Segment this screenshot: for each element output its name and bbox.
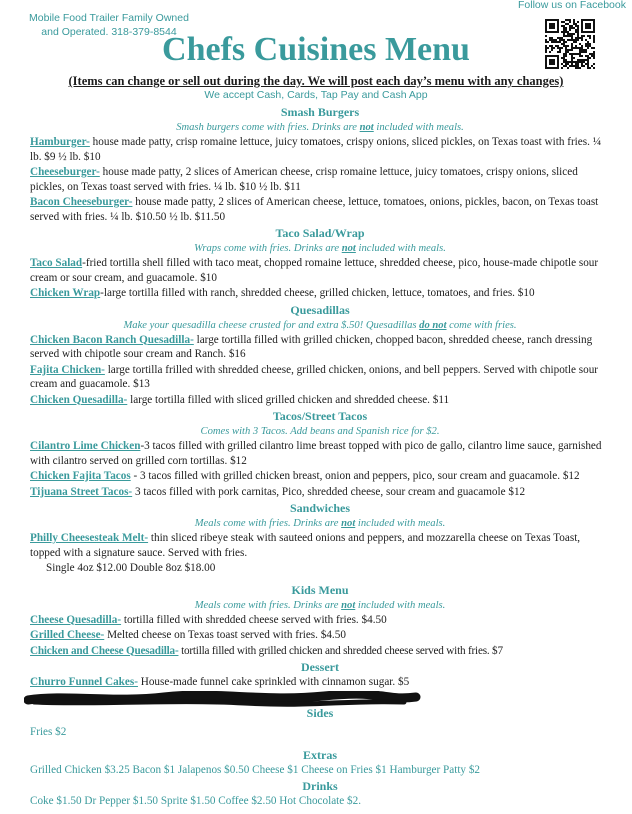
extras-list: Grilled Chicken $3.25 Bacon $1 Jalapenos $0.50 Cheese $1 Cheese on Fries $1 Hamburger Patty $2 — [30, 764, 481, 776]
section-heading-dessert: Dessert — [301, 660, 339, 674]
item-desc: tortilla filled with grilled chicken and shredded cheese served with fries. $7 — [178, 644, 503, 657]
item-name[interactable]: Fajita Chicken- — [30, 363, 105, 376]
section-note-kids-menu: Meals come with fries. Drinks are not included with meals. — [194, 599, 446, 611]
menu-item-chicken-bacon-ranch-quesadilla — [30, 333, 610, 362]
menu-item-cheeseburger — [30, 165, 610, 194]
section-note-tacos: Comes with 3 Tacos. Add beans and Spanish rice for $2. — [200, 426, 440, 437]
sides-list: Fries $2 — [30, 725, 67, 738]
item-name[interactable]: Churro Funnel Cakes- — [30, 676, 138, 688]
item-desc: tortilla filled with shredded cheese served with fries. $4.50 — [121, 613, 387, 626]
menu-item-chicken-fajita-tacos — [30, 469, 610, 484]
section-heading-drinks: Drinks — [302, 778, 338, 793]
item-desc: house made patty, 2 slices of American cheese, lettuce, tomatoes, onions, pickles, bacon, on Texas toast served with fries. ¼ lb. $10.50 ½ lb. $11.50 — [30, 196, 599, 223]
menu-item-hamburger — [30, 135, 610, 164]
item-name[interactable]: Cilantro Lime Chicken — [30, 440, 141, 452]
owner-line-2: and Operated. 318-379-8544 — [41, 26, 177, 38]
item-name[interactable]: Bacon Cheeseburger- — [30, 196, 133, 208]
menu-item-philly-cheesesteak-melt — [30, 531, 610, 560]
drinks-list: Coke $1.50 Dr Pepper $1.50 Sprite $1.50 Coffee $2.50 Hot Chocolate $2. — [30, 794, 362, 807]
section-heading-kids-menu: Kids Menu — [291, 582, 349, 597]
page-title: Chefs Cuisines Menu — [162, 31, 470, 68]
item-desc: -fried tortilla shell filled with taco meat, chopped romaine lettuce, shredded cheese, pico, house-made chipotle sour cream or sour cream, and guacamole. $10 — [30, 257, 599, 284]
item-desc: 3 tacos filled with pork carnitas, Pico, shredded cheese, sour cream and guacamole $12 — [132, 485, 526, 498]
menu-item-fajita-chicken — [30, 363, 610, 392]
section-heading-smash-burgers: Smash Burgers — [280, 105, 360, 119]
item-name[interactable]: Chicken and Cheese Quesadilla- — [30, 644, 179, 657]
item-name[interactable]: Philly Cheesesteak Melt- — [30, 532, 149, 544]
item-name[interactable]: Tijuana Street Tacos- — [30, 485, 133, 498]
facebook-link[interactable]: Follow us on Facebook — [518, 0, 626, 11]
section-note-quesadillas: Make your quesadilla cheese crusted for and extra $.50! Quesadillas do not come with fries. — [123, 319, 517, 331]
item-desc: -large tortilla filled with ranch, shredded cheese, grilled chicken, lettuce, tomatoes, and fries. $10 — [100, 287, 535, 299]
item-name[interactable]: Chicken Wrap — [30, 287, 101, 299]
item-name[interactable]: Cheese Quesadilla- — [30, 613, 122, 626]
section-note-sandwiches: Meals come with fries. Drinks are not included with meals. — [194, 518, 446, 529]
item-desc: large tortilla filled with sliced grilled chicken and shredded cheese. $11 — [127, 393, 450, 406]
section-note-smash-burgers: Smash burgers come with fries. Drinks are not included with meals. — [176, 122, 464, 133]
item-name[interactable]: Chicken Bacon Ranch Quesadilla- — [30, 333, 194, 346]
item-desc: -3 tacos filled with grilled cilantro lime breast topped with pico de gallo, cilantro lime sauce, garnished with cilantro served on grilled corn tortillas. $12 — [30, 440, 602, 467]
menu-item-cheese-quesadilla — [30, 613, 610, 628]
item-desc: large tortilla frilled with shredded cheese, grilled chicken, onions, and bell peppers. Served with chipotle sour cream and guacamole. $13 — [30, 363, 599, 390]
section-heading-sides: Sides — [306, 705, 334, 720]
section-note-taco-salad-wrap: Wraps come with fries. Drinks are not included with meals. — [194, 243, 446, 254]
item-name[interactable]: Cheeseburger- — [30, 166, 100, 178]
item-desc: - 3 tacos filled with grilled chicken breast, onion and peppers, pico, sour cream and guacamole. $12 — [130, 470, 580, 482]
item-name[interactable]: Grilled Cheese- — [30, 629, 105, 641]
item-desc: house made patty, 2 slices of American cheese, crisp romaine lettuce, juicy tomatoes, crispy onions, sliced pickles, on Texas toast served with fries. ¼ lb. $10 ½ lb. $11 — [30, 166, 578, 193]
menu-item-chicken-and-cheese-quesadilla — [30, 644, 610, 659]
section-heading-sandwiches: Sandwiches — [289, 501, 351, 515]
item-name[interactable]: Taco Salad — [30, 257, 83, 269]
item-name[interactable]: Chicken Fajita Tacos — [30, 470, 131, 482]
section-heading-taco-salad-wrap: Taco Salad/Wrap — [275, 226, 365, 240]
menu-item-churro-funnel-cakes — [30, 675, 610, 690]
redacted-scribble — [30, 691, 610, 705]
payment-info: We accept Cash, Cards, Tap Pay and Cash App — [204, 89, 428, 101]
item-desc: large tortilla filled with grilled chicken, chopped bacon, shredded cheese, ranch dressing served with chipotle sour cream and Ranch. $16 — [30, 333, 593, 360]
menu-notice: (Items can change or sell out during the day. We will post each day’s menu with any changes) — [68, 74, 564, 88]
section-heading-quesadillas: Quesadillas — [290, 302, 350, 317]
item-desc: House-made funnel cake sprinkled with cinnamon sugar. $5 — [137, 676, 410, 688]
menu-item-chicken-quesadilla — [30, 393, 610, 408]
menu-item-grilled-cheese — [30, 628, 610, 643]
sandwich-sizes: Single 4oz $12.00 Double 8oz $18.00 — [46, 562, 216, 574]
item-name[interactable]: Chicken Quesadilla- — [30, 393, 128, 406]
item-name[interactable]: Hamburger- — [30, 136, 90, 148]
menu-item-taco-salad — [30, 256, 610, 285]
menu-item-chicken-wrap — [30, 286, 610, 301]
item-desc: Melted cheese on Texas toast served with fries. $4.50 — [104, 629, 346, 641]
item-desc: house made patty, crisp romaine lettuce, juicy tomatoes, crispy onions, sliced pickles, on Texas toast with fries. ¼ lb. $9 ½ lb. $10 — [30, 136, 602, 163]
menu-item-tijuana-street-tacos — [30, 485, 610, 500]
section-heading-extras: Extras — [303, 748, 337, 762]
item-desc: thin sliced ribeye steak with sauteed onions and peppers, and mozzarella cheese on Texas Toast, topped with a signature sauce. Served with fries. — [30, 532, 581, 559]
menu-item-cilantro-lime-chicken — [30, 439, 610, 468]
menu-item-bacon-cheeseburger — [30, 195, 610, 224]
section-heading-tacos: Tacos/Street Tacos — [272, 409, 368, 423]
menu-body — [30, 104, 610, 808]
owner-line-1: Mobile Food Trailer Family Owned — [29, 12, 189, 24]
